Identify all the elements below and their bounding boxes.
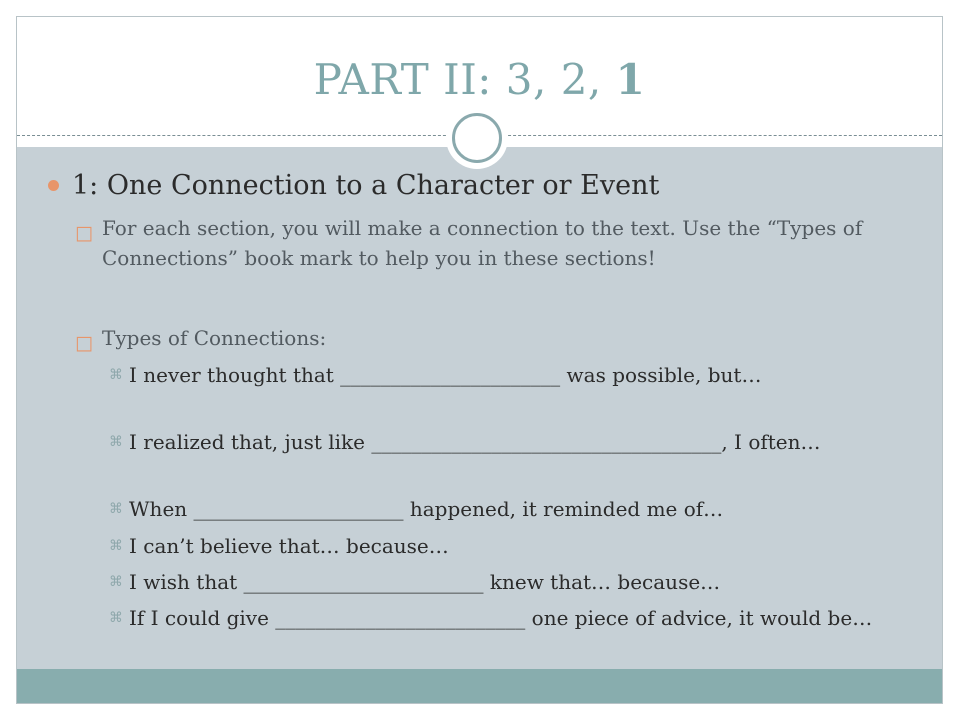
connection-item xyxy=(109,567,919,597)
connection-item xyxy=(109,427,919,457)
types-label-item xyxy=(75,323,902,354)
title-bold-number: 1 xyxy=(615,55,646,104)
connection-item xyxy=(109,531,919,561)
x-bullet-icon: ⌘ xyxy=(109,501,123,517)
connection-item xyxy=(109,603,919,633)
title-text: PART II: 3, 2, xyxy=(313,55,616,104)
footer-bar xyxy=(17,669,942,703)
square-bullet-icon: □ xyxy=(75,332,93,354)
connection-text: When _____________________ happened, it reminded me of… xyxy=(129,497,724,521)
heading-bullet-icon xyxy=(48,180,59,191)
connection-text: I wish that ________________________ knew that… because… xyxy=(129,570,721,594)
circle-ring xyxy=(452,113,502,163)
connection-item xyxy=(109,494,919,524)
x-bullet-icon: ⌘ xyxy=(109,538,123,554)
connection-text: If I could give _________________________ one piece of advice, it would be… xyxy=(129,606,873,630)
x-bullet-icon: ⌘ xyxy=(109,610,123,626)
divider-circle-icon xyxy=(446,107,508,169)
square-bullet-icon: □ xyxy=(75,222,93,244)
x-bullet-icon: ⌘ xyxy=(109,434,123,450)
connection-item xyxy=(109,360,919,390)
instructions-text: For each section, you will make a connection to the text. Use the “Types of Connections” book mark to help you in these sections! xyxy=(102,216,863,270)
x-bullet-icon: ⌘ xyxy=(109,367,123,383)
section-heading xyxy=(72,170,659,201)
slide-title xyxy=(17,55,942,104)
types-label-text: Types of Connections: xyxy=(102,326,327,350)
connection-text: I realized that, just like ___________________________________, I often… xyxy=(129,430,821,454)
heading-text: 1: One Connection to a Character or Event xyxy=(72,170,660,201)
x-bullet-icon: ⌘ xyxy=(109,574,123,590)
connection-text: I never thought that ______________________ was possible, but… xyxy=(129,363,762,387)
instructions-item xyxy=(75,213,902,273)
connection-text: I can’t believe that… because… xyxy=(129,534,449,558)
